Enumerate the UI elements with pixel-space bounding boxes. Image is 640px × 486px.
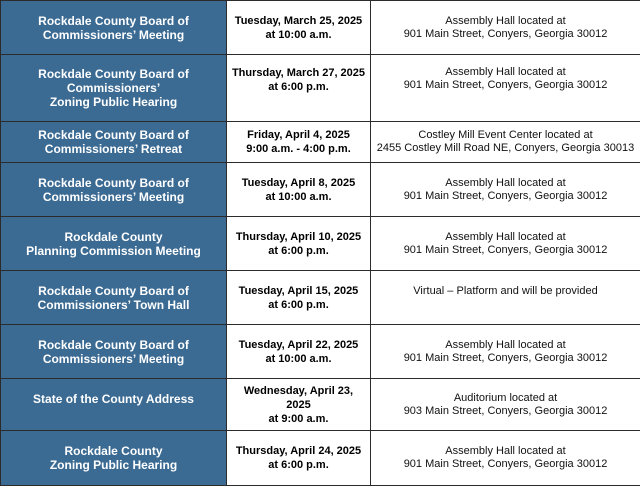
event-time: at 10:00 a.m.: [231, 352, 366, 366]
event-name-line: Commissioners’: [5, 81, 222, 95]
table-row: [1, 325, 640, 379]
event-name-line: Planning Commission Meeting: [5, 244, 222, 258]
table-row: [1, 379, 640, 431]
event-time: at 6:00 p.m.: [231, 244, 366, 258]
event-name: [1, 163, 227, 217]
event-location: [371, 217, 640, 271]
event-location: [371, 431, 640, 486]
event-location-line: Assembly Hall located at: [375, 231, 636, 244]
event-name-line: Commissioners’ Meeting: [5, 28, 222, 42]
event-time: at 6:00 p.m.: [231, 80, 366, 94]
event-location-line: Costley Mill Event Center located at: [375, 129, 636, 142]
event-name: [1, 217, 227, 271]
event-location-line: Auditorium located at: [375, 392, 636, 405]
event-name-line: Rockdale County: [5, 230, 222, 244]
event-date: Thursday, April 10, 2025: [231, 230, 366, 244]
event-location-line: 901 Main Street, Conyers, Georgia 30012: [375, 190, 636, 203]
event-location-line: 901 Main Street, Conyers, Georgia 30012: [375, 28, 636, 41]
table-row: [1, 122, 640, 163]
event-name: [1, 325, 227, 379]
event-datetime: [227, 163, 371, 217]
event-name-line: Rockdale County Board of: [5, 128, 222, 142]
table-row: [1, 163, 640, 217]
event-date: Tuesday, April 8, 2025: [231, 176, 366, 190]
table-row: [1, 431, 640, 486]
event-location-line: 901 Main Street, Conyers, Georgia 30012: [375, 352, 636, 365]
event-location-line: 901 Main Street, Conyers, Georgia 30012: [375, 458, 636, 471]
event-name-line: Commissioners’ Meeting: [5, 352, 222, 366]
event-datetime: [227, 325, 371, 379]
event-time: at 6:00 p.m.: [231, 298, 366, 312]
event-date: Tuesday, March 25, 2025: [231, 14, 366, 28]
event-datetime: [227, 55, 371, 122]
event-time: at 6:00 p.m.: [231, 458, 366, 472]
table-row: [1, 1, 640, 55]
event-datetime: [227, 271, 371, 325]
event-date: Thursday, March 27, 2025: [231, 66, 366, 80]
event-location-line: 903 Main Street, Conyers, Georgia 30012: [375, 405, 636, 418]
event-location: [371, 55, 640, 122]
event-date: Thursday, April 24, 2025: [231, 444, 366, 458]
event-datetime: [227, 431, 371, 486]
event-location-line: Assembly Hall located at: [375, 15, 636, 28]
event-location-line: 901 Main Street, Conyers, Georgia 30012: [375, 79, 636, 92]
event-name-line: State of the County Address: [5, 392, 222, 406]
event-datetime: [227, 217, 371, 271]
event-name: [1, 55, 227, 122]
table-row: [1, 217, 640, 271]
event-date: Tuesday, April 22, 2025: [231, 338, 366, 352]
event-name: [1, 271, 227, 325]
event-time: at 10:00 a.m.: [231, 28, 366, 42]
event-name-line: Rockdale County Board of: [5, 338, 222, 352]
event-name: [1, 1, 227, 55]
event-location: [371, 163, 640, 217]
event-location-line: 901 Main Street, Conyers, Georgia 30012: [375, 244, 636, 257]
event-name: [1, 122, 227, 163]
event-time: at 10:00 a.m.: [231, 190, 366, 204]
event-name-line: Commissioners’ Meeting: [5, 190, 222, 204]
table-row: [1, 271, 640, 325]
event-location-line: Virtual – Platform and will be provided: [375, 285, 636, 298]
event-datetime: [227, 1, 371, 55]
event-location: [371, 1, 640, 55]
event-datetime: [227, 379, 371, 431]
event-name: [1, 379, 227, 431]
event-location: [371, 379, 640, 431]
event-name-line: Rockdale County: [5, 444, 222, 458]
event-name-line: Rockdale County Board of: [5, 14, 222, 28]
event-name-line: Rockdale County Board of: [5, 284, 222, 298]
event-date: Tuesday, April 15, 2025: [231, 284, 366, 298]
event-name-line: Rockdale County Board of: [5, 67, 222, 81]
table-row: [1, 55, 640, 122]
event-time: 9:00 a.m. - 4:00 p.m.: [231, 142, 366, 156]
event-location: [371, 325, 640, 379]
event-name-line: Zoning Public Hearing: [5, 95, 222, 109]
event-location: [371, 122, 640, 163]
event-name-line: Commissioners’ Town Hall: [5, 298, 222, 312]
event-date: Friday, April 4, 2025: [231, 128, 366, 142]
event-name-line: Zoning Public Hearing: [5, 458, 222, 472]
event-name: [1, 431, 227, 486]
event-location-line: Assembly Hall located at: [375, 339, 636, 352]
event-location: [371, 271, 640, 325]
event-name-line: Rockdale County Board of: [5, 176, 222, 190]
event-location-line: 2455 Costley Mill Road NE, Conyers, Georgia 30013: [375, 142, 636, 155]
event-time: at 9:00 a.m.: [231, 412, 366, 426]
event-date: Wednesday, April 23, 2025: [231, 384, 366, 412]
event-datetime: [227, 122, 371, 163]
event-name-line: Commissioners’ Retreat: [5, 142, 222, 156]
event-location-line: Assembly Hall located at: [375, 445, 636, 458]
event-location-line: Assembly Hall located at: [375, 177, 636, 190]
event-location-line: Assembly Hall located at: [375, 66, 636, 79]
